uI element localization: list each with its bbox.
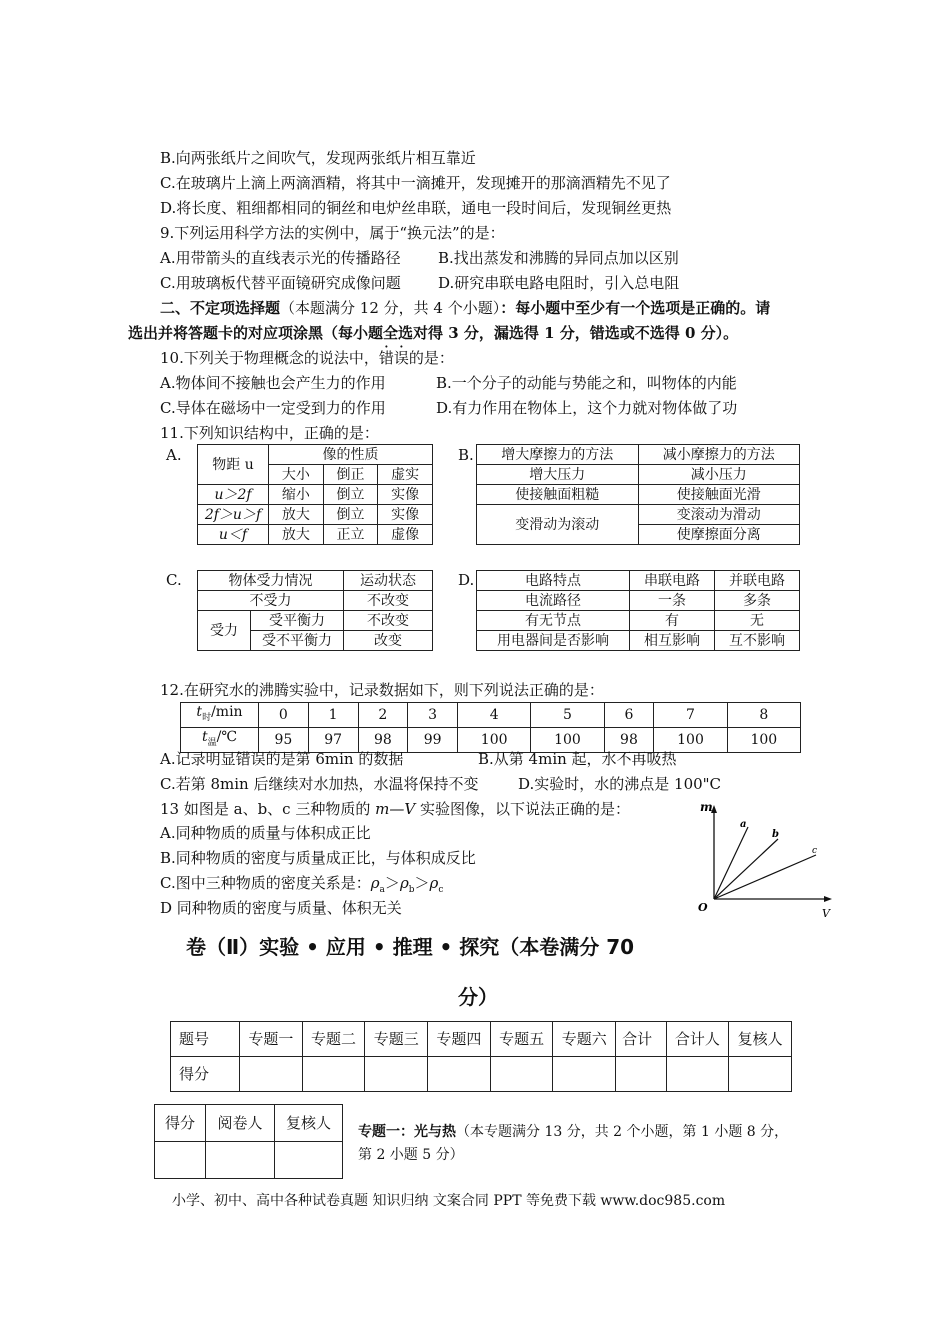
- table-cell: 专题三: [365, 1022, 428, 1057]
- table-d-header-series: 串联电路: [630, 571, 715, 591]
- q8-option-b: B.向两张纸片之间吹气，发现两张纸片相互靠近: [160, 149, 476, 167]
- rho-sub-c: c: [438, 885, 444, 895]
- q12-temp-sub: 温: [207, 737, 217, 748]
- q13-option-b: B.同种物质的密度与质量成正比，与体积成反比: [160, 849, 476, 867]
- q12-temp-symbol: t: [201, 728, 208, 745]
- q11-label-b: B.: [458, 446, 474, 464]
- q11-label-c: C.: [166, 571, 182, 589]
- q10-emphasis-2: 误: [393, 349, 409, 367]
- table-d-header-parallel: 并联电路: [715, 571, 800, 591]
- score-cell[interactable]: [729, 1057, 792, 1092]
- q13-option-c-text: C.图中三种物质的密度关系是：: [160, 874, 371, 892]
- rho-sub-a: a: [379, 885, 385, 895]
- q10-stem: [160, 348, 454, 368]
- score-cell[interactable]: [302, 1057, 365, 1092]
- line-a-label: a: [740, 819, 747, 830]
- q10-option-c: C.导体在磁场中一定受到力的作用: [160, 399, 386, 417]
- footer-text: 小学、初中、高中各种试卷真题 知识归纳 文案合同 PPT 等免费下载 www.doc985.com: [172, 1193, 726, 1209]
- q12-data-table: [180, 702, 801, 753]
- q12-time-sub: 时: [202, 712, 212, 723]
- q13-option-c: [160, 873, 443, 900]
- table-c-header-motion: 运动状态: [344, 571, 433, 591]
- table-cell: 互不影响: [715, 631, 800, 651]
- table-row: [477, 591, 800, 611]
- table-row: [171, 1022, 792, 1057]
- score-cell[interactable]: [490, 1057, 553, 1092]
- q11-table-b: [476, 444, 800, 545]
- table-row: [477, 465, 800, 485]
- part2-title-line1: 卷（Ⅱ）实验 • 应用 • 推理 • 探究（本卷满分 70: [186, 935, 635, 959]
- table-cell: 97: [308, 727, 358, 752]
- gt-sign: ＞: [384, 874, 400, 892]
- table-cell: 减小压力: [638, 465, 800, 485]
- y-axis-label: m: [700, 800, 713, 814]
- table-cell: 专题五: [490, 1022, 553, 1057]
- table-row: [477, 631, 800, 651]
- table-cell: 缩小: [269, 485, 324, 505]
- table-cell: 实像: [378, 505, 433, 525]
- table-cell: 3: [408, 703, 458, 728]
- table-cell: 放大: [269, 505, 324, 525]
- table-cell: 0: [259, 703, 309, 728]
- q11-table-a: [197, 444, 433, 545]
- table-a-header-kind: 虚实: [378, 465, 433, 485]
- table-row: [198, 485, 433, 505]
- table-cell: 无: [715, 611, 800, 631]
- table-row: [477, 505, 800, 525]
- topic1-note-2: 第 2 小题 5 分）: [358, 1147, 464, 1163]
- q12-time-unit: /min: [211, 704, 243, 720]
- q11-label-a: A.: [166, 446, 182, 464]
- table-cell: 98: [358, 727, 408, 752]
- rho-sub-b: b: [408, 885, 415, 895]
- section2-note: （本题满分 12 分，共 4 个小题）: [280, 299, 501, 317]
- table-cell: 专题二: [302, 1022, 365, 1057]
- table-cell: 不改变: [344, 591, 433, 611]
- table-cell: 使接触面粗糙: [477, 485, 639, 505]
- table-row: [198, 591, 433, 611]
- table-cell: 变滚动为滑动: [638, 505, 800, 525]
- table-cell: 受平衡力: [251, 611, 344, 631]
- q13-option-d: D 同种物质的密度与质量、体积无关: [160, 899, 402, 917]
- q9-stem: 9.下列运用科学方法的实例中，属于“换元法”的是：: [160, 224, 505, 242]
- x-axis-arrow: [824, 896, 832, 902]
- q11-label-d: D.: [458, 571, 475, 589]
- score-row-label: 得分: [171, 1057, 240, 1092]
- table-cell: 相互影响: [630, 631, 715, 651]
- table-row: [198, 525, 433, 545]
- table-cell: 2: [358, 703, 408, 728]
- table-cell: 100: [727, 727, 800, 752]
- table-cell: 使接触面光滑: [638, 485, 800, 505]
- topic1-title: 专题一：光与热: [358, 1124, 456, 1140]
- table-cell: 5: [531, 703, 604, 728]
- q9-option-a: A.用带箭头的直线表示光的传播路径: [160, 249, 401, 267]
- table-cell: 增大压力: [477, 465, 639, 485]
- q10-option-b: B.一个分子的动能与势能之和，叫物体的内能: [436, 374, 737, 392]
- q13-stem: [160, 799, 630, 819]
- grader-cell[interactable]: [206, 1142, 275, 1179]
- table-cell: 不改变: [344, 611, 433, 631]
- table-cell: 受力: [198, 611, 251, 651]
- q9-option-c: C.用玻璃板代替平面镜研究成像问题: [160, 274, 401, 292]
- q10-emphasis-1: 错: [378, 349, 394, 367]
- score-cell[interactable]: [240, 1057, 303, 1092]
- topic1-note-1: （本专题满分 13 分，共 2 个小题，第 1 小题 8 分，: [456, 1124, 789, 1140]
- q12-time-symbol: t: [196, 704, 203, 720]
- table-cell: 不受力: [198, 591, 344, 611]
- rho-symbol: ρ: [429, 874, 439, 892]
- score-cell[interactable]: [616, 1057, 666, 1092]
- table-a-header-distance: 物距 u: [198, 445, 269, 485]
- table-cell: 复核人: [729, 1022, 792, 1057]
- table-cell: 100: [458, 727, 531, 752]
- table-cell: 100: [531, 727, 604, 752]
- table-cell: 有无节点: [477, 611, 630, 631]
- q10-option-a: A.物体间不接触也会产生力的作用: [160, 374, 386, 392]
- table-cell: 8: [727, 703, 800, 728]
- table-cell: 2f＞u＞f: [198, 505, 269, 525]
- table-cell: 使摩擦面分离: [638, 525, 800, 545]
- q8-option-c: C.在玻璃片上滴上两滴酒精，将其中一滴摊开，发现摊开的那滴酒精先不见了: [160, 174, 671, 192]
- score-cell[interactable]: [365, 1057, 428, 1092]
- table-row: [477, 485, 800, 505]
- table-b-header-dec: 减小摩擦力的方法: [638, 445, 800, 465]
- table-cell: 98: [604, 727, 654, 752]
- line-b-label: b: [772, 829, 779, 840]
- q12-option-b: B.从第 4min 起，水不再吸热: [478, 750, 677, 768]
- table-cell: 多条: [715, 591, 800, 611]
- table-a-header-size: 大小: [269, 465, 324, 485]
- q12-option-a: A.记录明显错误的是第 6min 的数据: [160, 750, 404, 768]
- table-cell: 倒立: [323, 505, 378, 525]
- topic1-heading: [358, 1122, 788, 1142]
- table-cell: 倒立: [323, 485, 378, 505]
- q11-table-c: [197, 570, 433, 651]
- table-a-header-orient: 倒正: [323, 465, 378, 485]
- grader-table: [154, 1104, 343, 1179]
- table-cell: u＜f: [198, 525, 269, 545]
- q13-stem-mv: m—V: [375, 800, 416, 818]
- q12-time-header: [181, 703, 259, 728]
- table-cell: 100: [654, 727, 727, 752]
- q12-option-c: C.若第 8min 后继续对水加热，水温将保持不变: [160, 775, 479, 793]
- line-c: [714, 855, 816, 899]
- part2-title-line2: 分）: [458, 985, 498, 1009]
- q13-stem-pre: 13 如图是 a、b、c 三种物质的: [160, 800, 376, 818]
- line-b: [714, 839, 778, 899]
- table-b-header-inc: 增大摩擦力的方法: [477, 445, 639, 465]
- table-cell: 改变: [344, 631, 433, 651]
- score-cell[interactable]: [553, 1057, 616, 1092]
- grader-checker-header: 复核人: [275, 1105, 343, 1142]
- q10-stem-post: 的是：: [408, 349, 454, 367]
- q13-stem-post: 实验图像，以下说法正确的是：: [415, 800, 630, 818]
- table-cell: 正立: [323, 525, 378, 545]
- score-cell[interactable]: [428, 1057, 491, 1092]
- section2-rule-1: ：每小题中至少有一个选项是正确的。请: [500, 299, 771, 317]
- q10-stem-pre: 10.下列关于物理概念的说法中，: [160, 349, 379, 367]
- q11-table-d: [476, 570, 800, 651]
- table-cell: 专题一: [240, 1022, 303, 1057]
- table-cell: 合计: [616, 1022, 666, 1057]
- q13-option-a: A.同种物质的质量与体积成正比: [160, 824, 371, 842]
- line-c-label: c: [812, 846, 818, 856]
- score-cell[interactable]: [666, 1057, 729, 1092]
- line-a: [714, 827, 748, 899]
- table-row: [477, 611, 800, 631]
- table-d-header-feature: 电路特点: [477, 571, 630, 591]
- score-table: [170, 1021, 792, 1092]
- q12-option-d: D.实验时，水的沸点是 100"C: [518, 775, 722, 793]
- table-row: [198, 611, 433, 631]
- grader-reader-header: 阅卷人: [206, 1105, 275, 1142]
- table-cell: 变滑动为滚动: [477, 505, 639, 545]
- section2-heading: [160, 298, 770, 318]
- table-cell: 合计人: [666, 1022, 729, 1057]
- table-cell: 实像: [378, 485, 433, 505]
- q9-option-d: D.研究串联电路电阻时，引入总电阻: [438, 274, 680, 292]
- table-cell: 4: [458, 703, 531, 728]
- table-row: [171, 1057, 792, 1092]
- q8-option-d: D.将长度、粗细都相同的铜丝和电炉丝串联，通电一段时间后，发现铜丝更热: [160, 199, 672, 217]
- table-row: [198, 505, 433, 525]
- rho-symbol: ρ: [370, 874, 380, 892]
- table-cell: u＞2f: [198, 485, 269, 505]
- q9-option-b: B.找出蒸发和沸腾的异同点加以区别: [438, 249, 679, 267]
- table-cell: 电流路径: [477, 591, 630, 611]
- table-row: [155, 1142, 343, 1179]
- table-cell: 95: [259, 727, 309, 752]
- origin-label: O: [698, 901, 708, 914]
- table-cell: 有: [630, 611, 715, 631]
- table-cell: 专题六: [553, 1022, 616, 1057]
- gt-sign: ＞: [414, 874, 430, 892]
- table-cell: 1: [308, 703, 358, 728]
- table-cell: 用电器间是否影响: [477, 631, 630, 651]
- q12-temp-unit: /℃: [216, 728, 238, 745]
- table-a-header-props: 像的性质: [269, 445, 433, 465]
- grader-cell[interactable]: [275, 1142, 343, 1179]
- table-cell: 99: [408, 727, 458, 752]
- x-axis-label: V: [822, 907, 830, 920]
- table-cell: 虚像: [378, 525, 433, 545]
- grader-score-header: 得分: [155, 1105, 206, 1142]
- table-cell: 放大: [269, 525, 324, 545]
- mv-graph: [690, 795, 840, 925]
- table-row: [155, 1105, 343, 1142]
- score-table-header: 题号: [171, 1022, 240, 1057]
- grader-cell[interactable]: [155, 1142, 206, 1179]
- rho-symbol: ρ: [399, 874, 409, 892]
- q10-option-d: D.有力作用在物体上，这个力就对物体做了功: [436, 399, 738, 417]
- q11-stem: 11.下列知识结构中，正确的是：: [160, 424, 379, 442]
- table-cell: 专题四: [428, 1022, 491, 1057]
- q12-stem: 12.在研究水的沸腾实验中，记录数据如下，则下列说法正确的是：: [160, 681, 604, 699]
- table-cell: 6: [604, 703, 654, 728]
- section2-rule-2: 选出并将答题卡的对应项涂黑（每小题全选对得 3 分，漏选得 1 分，错选或不选得 0 分）。: [128, 324, 739, 342]
- section2-title: 二、不定项选择题: [160, 299, 281, 317]
- table-cell: 一条: [630, 591, 715, 611]
- table-c-header-force: 物体受力情况: [198, 571, 344, 591]
- table-row: [181, 703, 801, 728]
- table-cell: 受不平衡力: [251, 631, 344, 651]
- table-cell: 7: [654, 703, 727, 728]
